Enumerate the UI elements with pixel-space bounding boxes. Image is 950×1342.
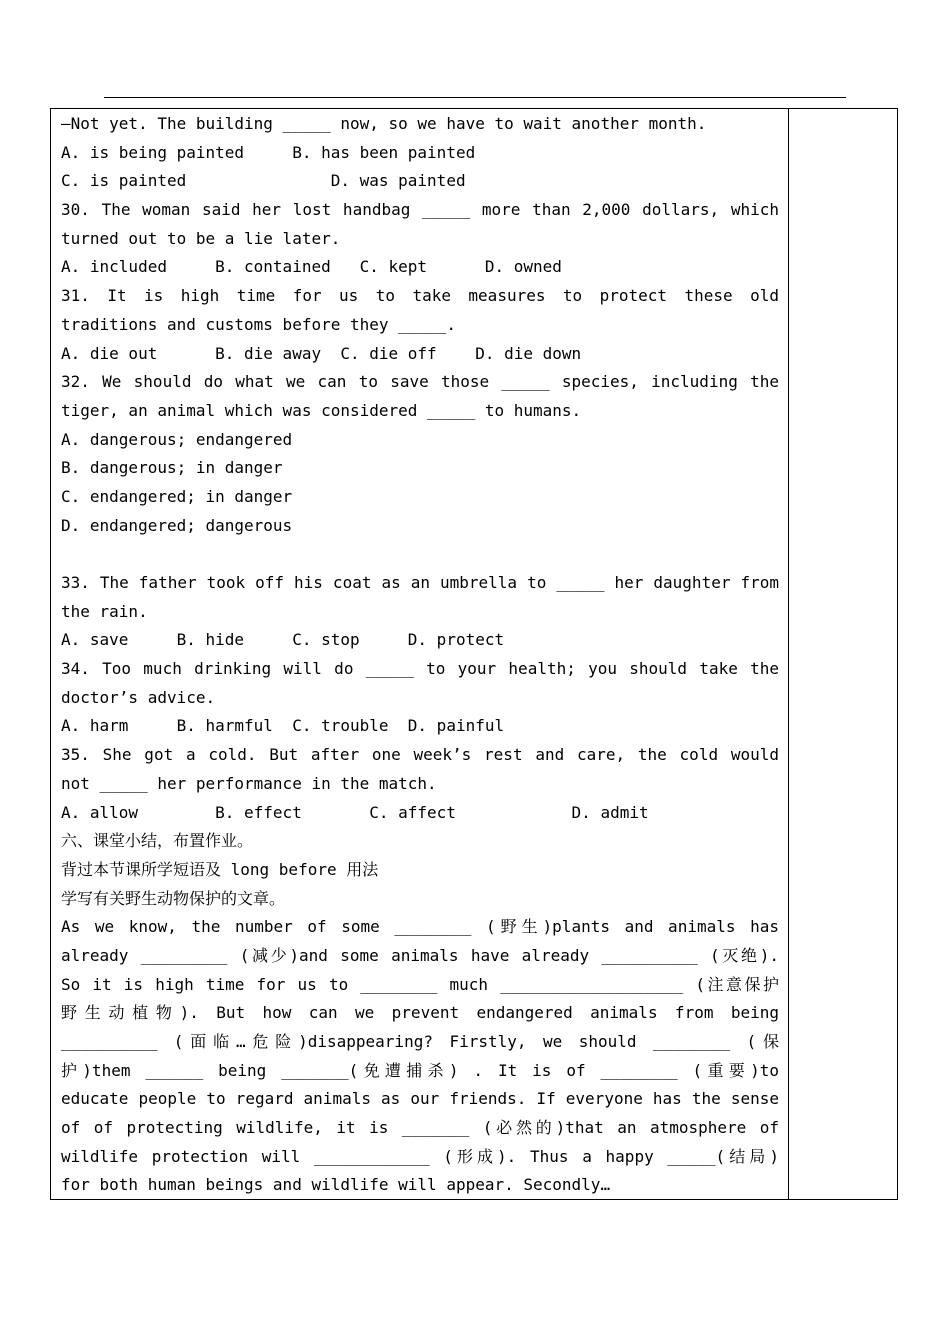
text-line: tiger, an animal which was considered _____ to humans.: [61, 400, 582, 420]
header-rule: [104, 97, 846, 98]
text-line: wildlife protection will ____________ (形成). Thus a happy _____(结局): [61, 1146, 779, 1166]
text-line: for both human beings and wildlife will appear. Secondly…: [61, 1175, 611, 1195]
text-line: A. included B. contained C. kept D. owned: [61, 257, 562, 277]
text-line: 30. The woman said her lost handbag _____ more than 2,000 dollars, which: [61, 200, 779, 220]
text-line: turned out to be a lie later.: [61, 228, 341, 248]
text-line: 35. She got a cold. But after one week’s rest and care, the cold would: [61, 745, 779, 765]
text-line: educate people to regard animals as our friends. If everyone has the sense: [61, 1089, 779, 1109]
text-line: of of protecting wildlife, it is _______ (必然的)that an atmosphere of: [61, 1118, 779, 1138]
text-line: B. dangerous; in danger: [61, 458, 283, 478]
text-line: 34. Too much drinking will do _____ to your health; you should take the: [61, 659, 779, 679]
text-line: traditions and customs before they _____.: [61, 314, 456, 334]
text-line: D. endangered; dangerous: [61, 515, 293, 535]
text-line: 31. It is high time for us to take measures to protect these old: [61, 286, 779, 306]
blank-line: [61, 540, 779, 569]
text-line: A. is being painted B. has been painted: [61, 142, 476, 162]
text-line: 32. We should do what we can to save those _____ species, including the: [61, 372, 779, 392]
text-line: 33. The father took off his coat as an umbrella to _____ her daughter from: [61, 573, 779, 592]
text-line: A. save B. hide C. stop D. protect: [61, 630, 505, 650]
text-line: A. allow B. effect C. affect D. admit: [61, 802, 649, 822]
text-line: doctor’s advice.: [61, 687, 216, 707]
text-line: the rain.: [61, 601, 148, 621]
text-line: So it is high time for us to ________ much ___________________ (注意保护: [61, 974, 779, 994]
text-line: A. die out B. die away C. die off D. die down: [61, 343, 582, 363]
text-line: As we know, the number of some ________ (野生)plants and animals has: [61, 917, 779, 937]
text-line: 六、课堂小结，布置作业。: [61, 831, 254, 851]
text-line: —Not yet. The building _____ now, so we have to wait another month.: [61, 114, 707, 133]
text-line: __________ (面临…危险)disappearing? Firstly, we should ________ (保: [61, 1032, 779, 1051]
notes-column-divider: [788, 108, 789, 1200]
text-line: A. dangerous; endangered: [61, 429, 293, 449]
text-line: already _________ (减少)and some animals have already __________ (灭绝).: [61, 945, 779, 965]
worksheet-content: [61, 110, 779, 1200]
text-line: 学写有关野生动物保护的文章。: [61, 888, 286, 908]
text-line: 野生动植物). But how can we prevent endangered animals from being: [61, 1003, 779, 1023]
text-line: 背过本节课所学短语及 long before 用法: [61, 859, 379, 879]
text-line: not _____ her performance in the match.: [61, 773, 437, 793]
text-line: 护)them ______ being _______(免遭捕杀) . It is of ________ (重要)to: [61, 1060, 779, 1080]
text-line: A. harm B. harmful C. trouble D. painful: [61, 716, 505, 736]
text-line: C. endangered; in danger: [61, 486, 293, 506]
text-line: C. is painted D. was painted: [61, 171, 466, 191]
